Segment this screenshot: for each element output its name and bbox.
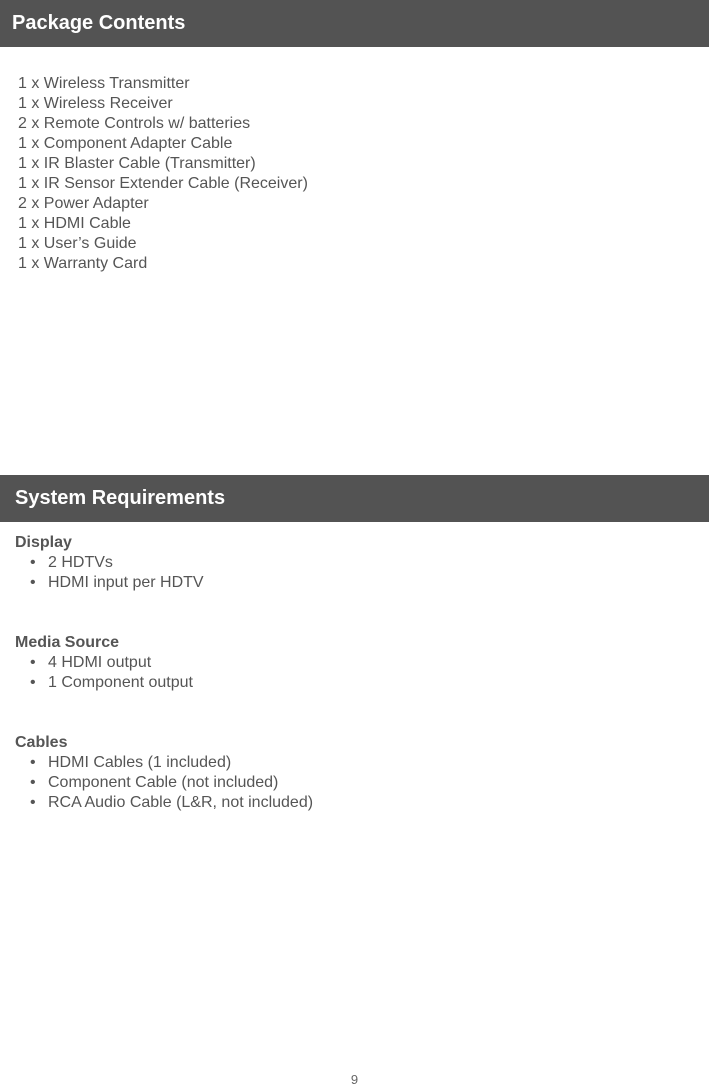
system-requirements-header — [0, 475, 709, 522]
list-item: 1 x IR Sensor Extender Cable (Receiver) — [18, 175, 308, 192]
list-item: 1 x Component Adapter Cable — [18, 135, 233, 152]
bullet-icon: • — [30, 654, 36, 671]
system-requirements-title: System Requirements — [15, 487, 226, 509]
list-item-text: RCA Audio Cable (L&R, not included) — [48, 794, 314, 811]
page-number: 9 — [350, 1072, 359, 1087]
requirement-group-display — [15, 533, 204, 593]
list-item — [15, 573, 204, 593]
list-item — [15, 553, 204, 573]
list-item: 1 x Wireless Receiver — [18, 95, 173, 112]
list-item — [15, 653, 193, 673]
package-contents-header — [0, 0, 709, 47]
requirement-group-cables — [15, 733, 313, 813]
list-item — [15, 793, 313, 813]
requirement-group-title: Display — [15, 534, 72, 551]
package-contents-list — [18, 74, 308, 274]
requirement-list — [15, 753, 313, 813]
package-contents-title: Package Contents — [12, 12, 186, 34]
list-item-text: Component Cable (not included) — [48, 774, 279, 791]
requirement-list — [15, 553, 204, 593]
bullet-icon: • — [30, 554, 36, 571]
requirement-group-title: Cables — [15, 734, 68, 751]
list-item: 1 x User’s Guide — [18, 235, 137, 252]
bullet-icon: • — [30, 674, 36, 691]
list-item: 1 x HDMI Cable — [18, 215, 131, 232]
requirement-list — [15, 653, 193, 693]
list-item: 2 x Remote Controls w/ batteries — [18, 115, 251, 132]
bullet-icon: • — [30, 754, 36, 771]
list-item: 1 x Wireless Transmitter — [18, 75, 190, 92]
list-item-text: HDMI Cables (1 included) — [48, 754, 232, 771]
bullet-icon: • — [30, 794, 36, 811]
list-item-text: 2 HDTVs — [48, 554, 113, 571]
list-item — [15, 673, 193, 693]
list-item: 2 x Power Adapter — [18, 195, 149, 212]
list-item-text: 4 HDMI output — [48, 654, 152, 671]
bullet-icon: • — [30, 774, 36, 791]
requirement-group-media-source — [15, 633, 193, 693]
list-item — [15, 773, 313, 793]
list-item-text: HDMI input per HDTV — [48, 574, 204, 591]
list-item: 1 x Warranty Card — [18, 255, 148, 272]
list-item — [15, 753, 313, 773]
requirement-group-title: Media Source — [15, 634, 120, 651]
list-item-text: 1 Component output — [48, 674, 193, 691]
list-item: 1 x IR Blaster Cable (Transmitter) — [18, 155, 256, 172]
bullet-icon: • — [30, 574, 36, 591]
